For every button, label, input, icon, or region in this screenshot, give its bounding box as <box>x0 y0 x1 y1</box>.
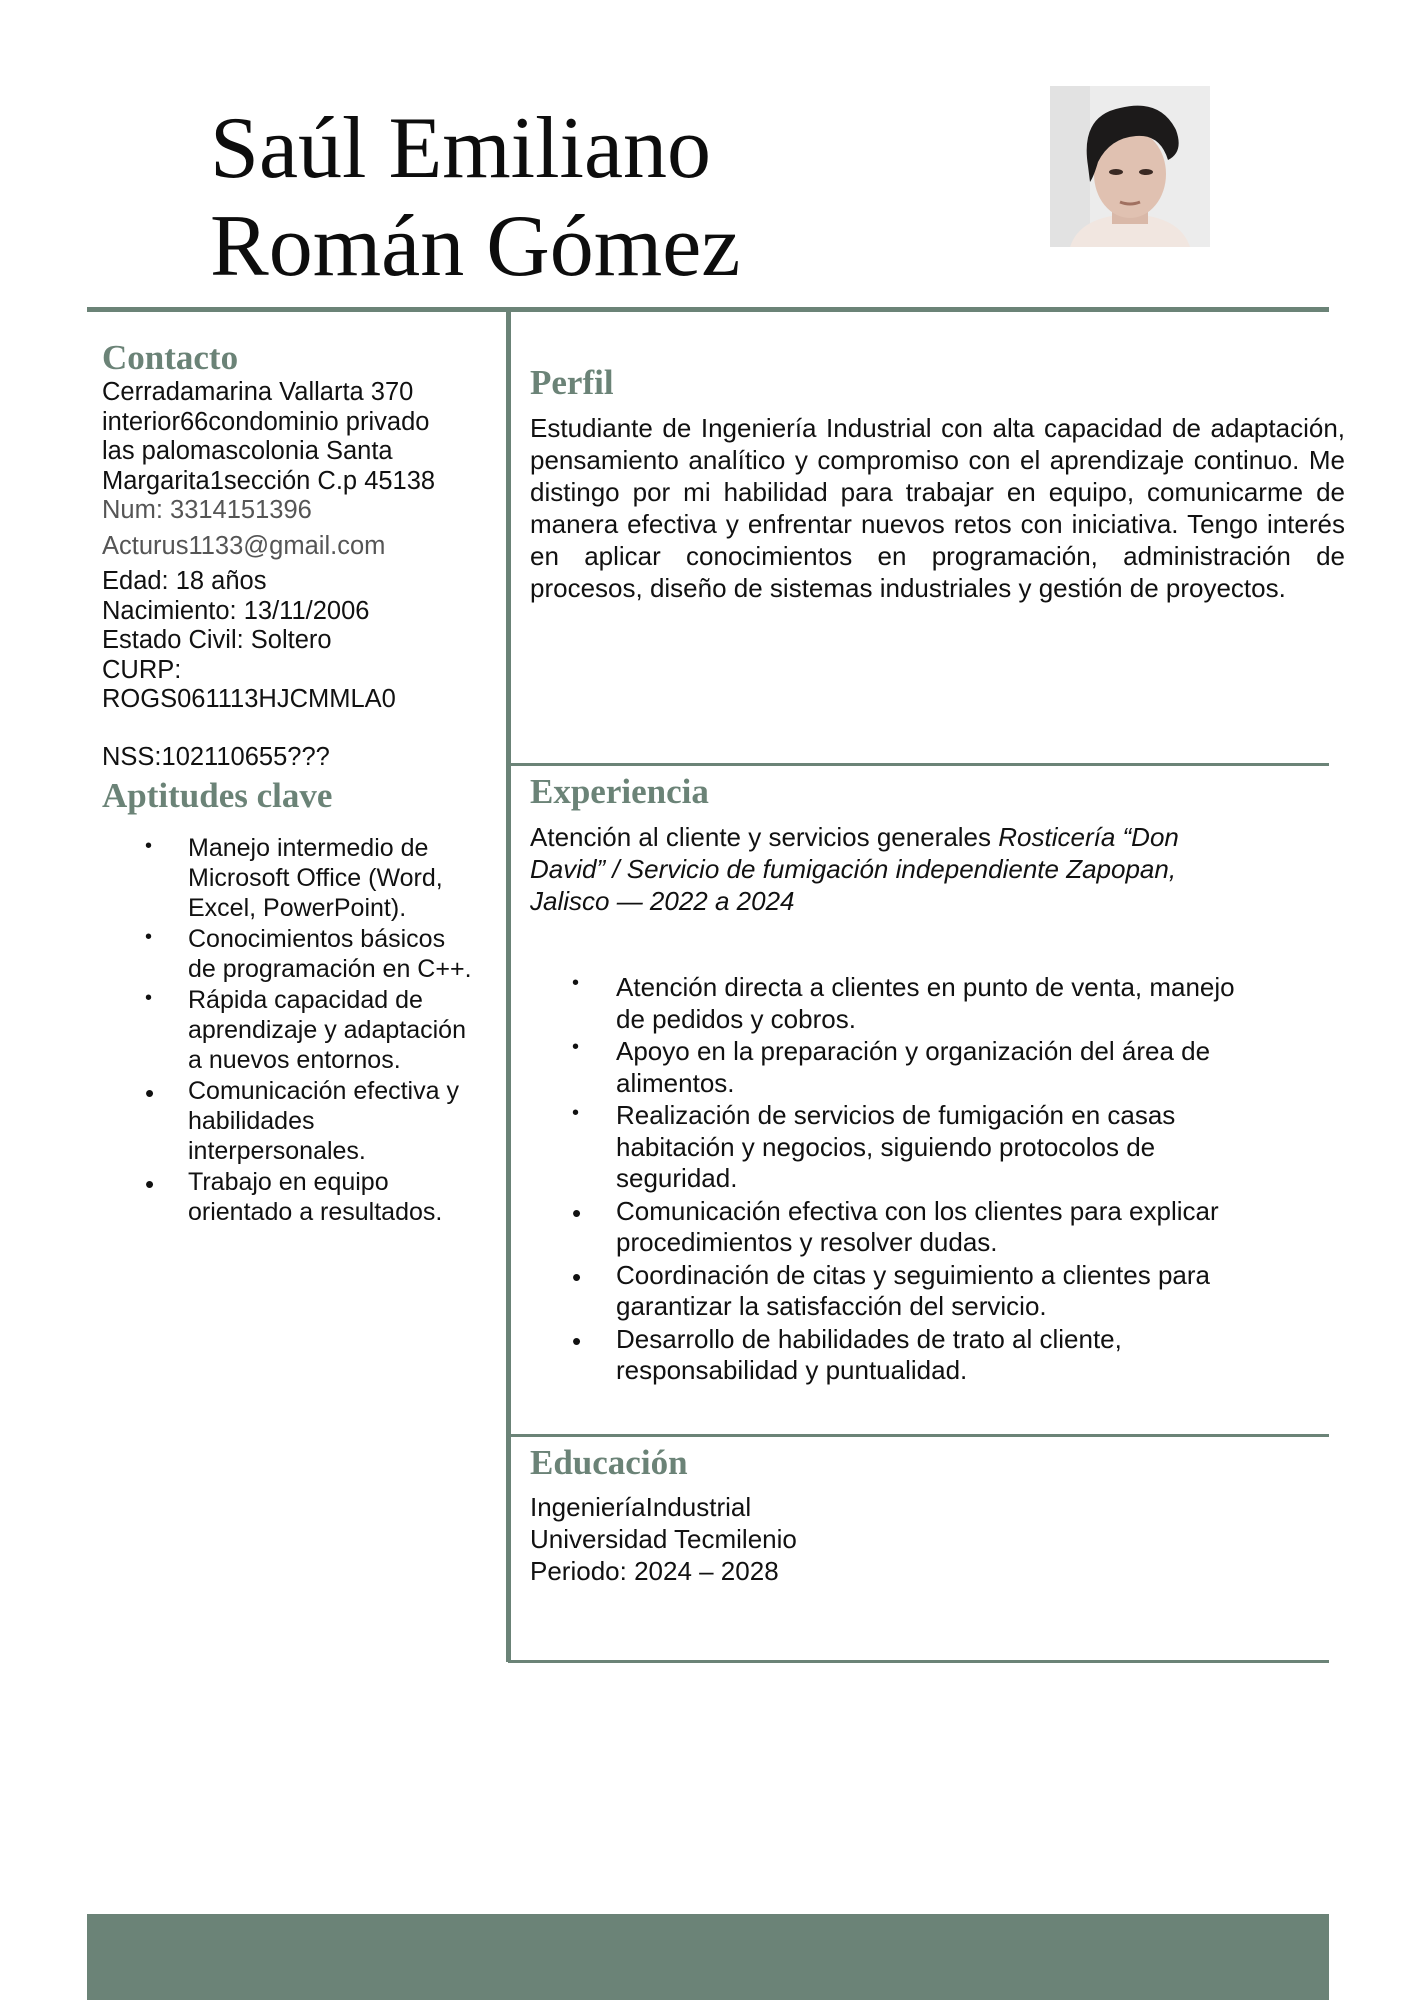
contact-block <box>102 378 435 772</box>
skills-list <box>145 833 495 1228</box>
list-item: • Desarrollo de habilidades de trato al cliente, responsabilidad y puntualidad. <box>572 1323 1122 1385</box>
list-item: • Realización de servicios de fumigación en casas habitación y negocios, siguiendo protocolos de seguridad. <box>572 1100 1176 1193</box>
address-line: Cerradamarina Vallarta 370 <box>102 378 414 406</box>
job-period: Jalisco — 2022 a 2024 <box>530 886 795 916</box>
bullet-icon: • <box>145 987 153 1009</box>
bullet-icon: • <box>145 1078 155 1108</box>
contact-heading: Contacto <box>102 338 239 377</box>
experience-header <box>530 821 1179 917</box>
study-period: Periodo: 2024 – 2028 <box>530 1556 779 1586</box>
bottom-divider <box>508 1660 1329 1663</box>
education-block <box>530 1491 797 1587</box>
address-line: interior66condominio privado <box>102 407 430 436</box>
bullet-icon: • <box>145 926 153 948</box>
experience-divider <box>508 763 1329 766</box>
age: Edad: 18 años <box>102 567 267 595</box>
education-divider <box>508 1434 1329 1437</box>
bullet-icon: • <box>145 835 153 857</box>
profile-photo <box>1050 86 1210 247</box>
list-item: • Rápida capacidad de aprendizaje y adaptación a nuevos entornos. <box>145 985 495 1075</box>
birth-date: Nacimiento: 13/11/2006 <box>102 596 370 625</box>
bullet-icon: • <box>145 1169 155 1199</box>
bullet-icon: • <box>572 1197 582 1228</box>
address-line: Margarita1sección C.p 45138 <box>102 466 436 495</box>
skills-heading: Aptitudes clave <box>102 776 333 815</box>
bullet-icon: • <box>572 972 580 994</box>
portrait-image <box>1050 86 1210 247</box>
bullet-icon: • <box>572 1036 580 1058</box>
job-place: David” / Servicio de fumigación independiente Zapopan, <box>530 854 1177 884</box>
curp-value: ROGS061113HJCMMLA0 <box>102 685 396 713</box>
candidate-name <box>210 100 740 296</box>
address-line: las palomascolonia Santa <box>102 437 393 465</box>
list-item: • Conocimientos básicos de programación en C++. <box>145 924 495 984</box>
job-place: Rosticería “Don <box>998 822 1179 852</box>
name-line-2: Román Gómez <box>210 198 741 295</box>
bullet-icon: • <box>572 1102 580 1124</box>
list-item: • Comunicación efectiva con los clientes para explicar procedimientos y resolver dudas. <box>572 1195 1219 1257</box>
phone-number: Num: 3314151396 <box>102 496 312 524</box>
school: Universidad Tecmilenio <box>530 1524 797 1554</box>
civil-status: Estado Civil: Soltero <box>102 626 332 654</box>
list-item: • Apoyo en la preparación y organización del área de alimentos. <box>572 1036 1332 1099</box>
curp-label: CURP: <box>102 655 182 684</box>
nss: NSS:102110655??? <box>102 742 330 771</box>
header-divider <box>87 307 1329 312</box>
experience-heading: Experiencia <box>530 772 709 811</box>
bullet-icon: • <box>572 1261 582 1292</box>
list-item: • Trabajo en equipo orientado a resultados. <box>145 1168 443 1226</box>
name-line-1: Saúl Emiliano <box>210 100 712 197</box>
list-item: • Manejo intermedio de Microsoft Office (Word, Excel, PowerPoint). <box>145 833 495 923</box>
profile-text: Estudiante de Ingeniería Industrial con alta capacidad de adaptación, pensamiento analítico y compromiso con el aprendizaje continuo. Me distingo por mi habilidad para trabajar en equipo, comunicarme de manera efectiva y enfrentar nuevos retos con iniciativa. Tengo interés en aplicar conocimientos en programación, administración de procesos, diseño de sistemas industriales y gestión de proyectos. <box>530 413 1345 603</box>
footer-bar <box>87 1914 1329 2000</box>
list-item: • Coordinación de citas y seguimiento a clientes para garantizar la satisfacción del servicio. <box>572 1259 1211 1321</box>
degree: IngenieríaIndustrial <box>530 1492 752 1522</box>
job-role: Atención al cliente y servicios generales <box>530 822 992 852</box>
experience-list <box>572 972 1332 1388</box>
column-divider <box>506 310 511 1662</box>
email-address: Acturus1133@gmail.com <box>102 531 386 560</box>
list-item: • Comunicación efectiva y habilidades interpersonales. <box>145 1077 459 1165</box>
profile-heading: Perfil <box>530 363 614 402</box>
list-item: • Atención directa a clientes en punto de venta, manejo de pedidos y cobros. <box>572 972 1332 1035</box>
education-heading: Educación <box>530 1443 688 1482</box>
bullet-icon: • <box>572 1325 582 1356</box>
